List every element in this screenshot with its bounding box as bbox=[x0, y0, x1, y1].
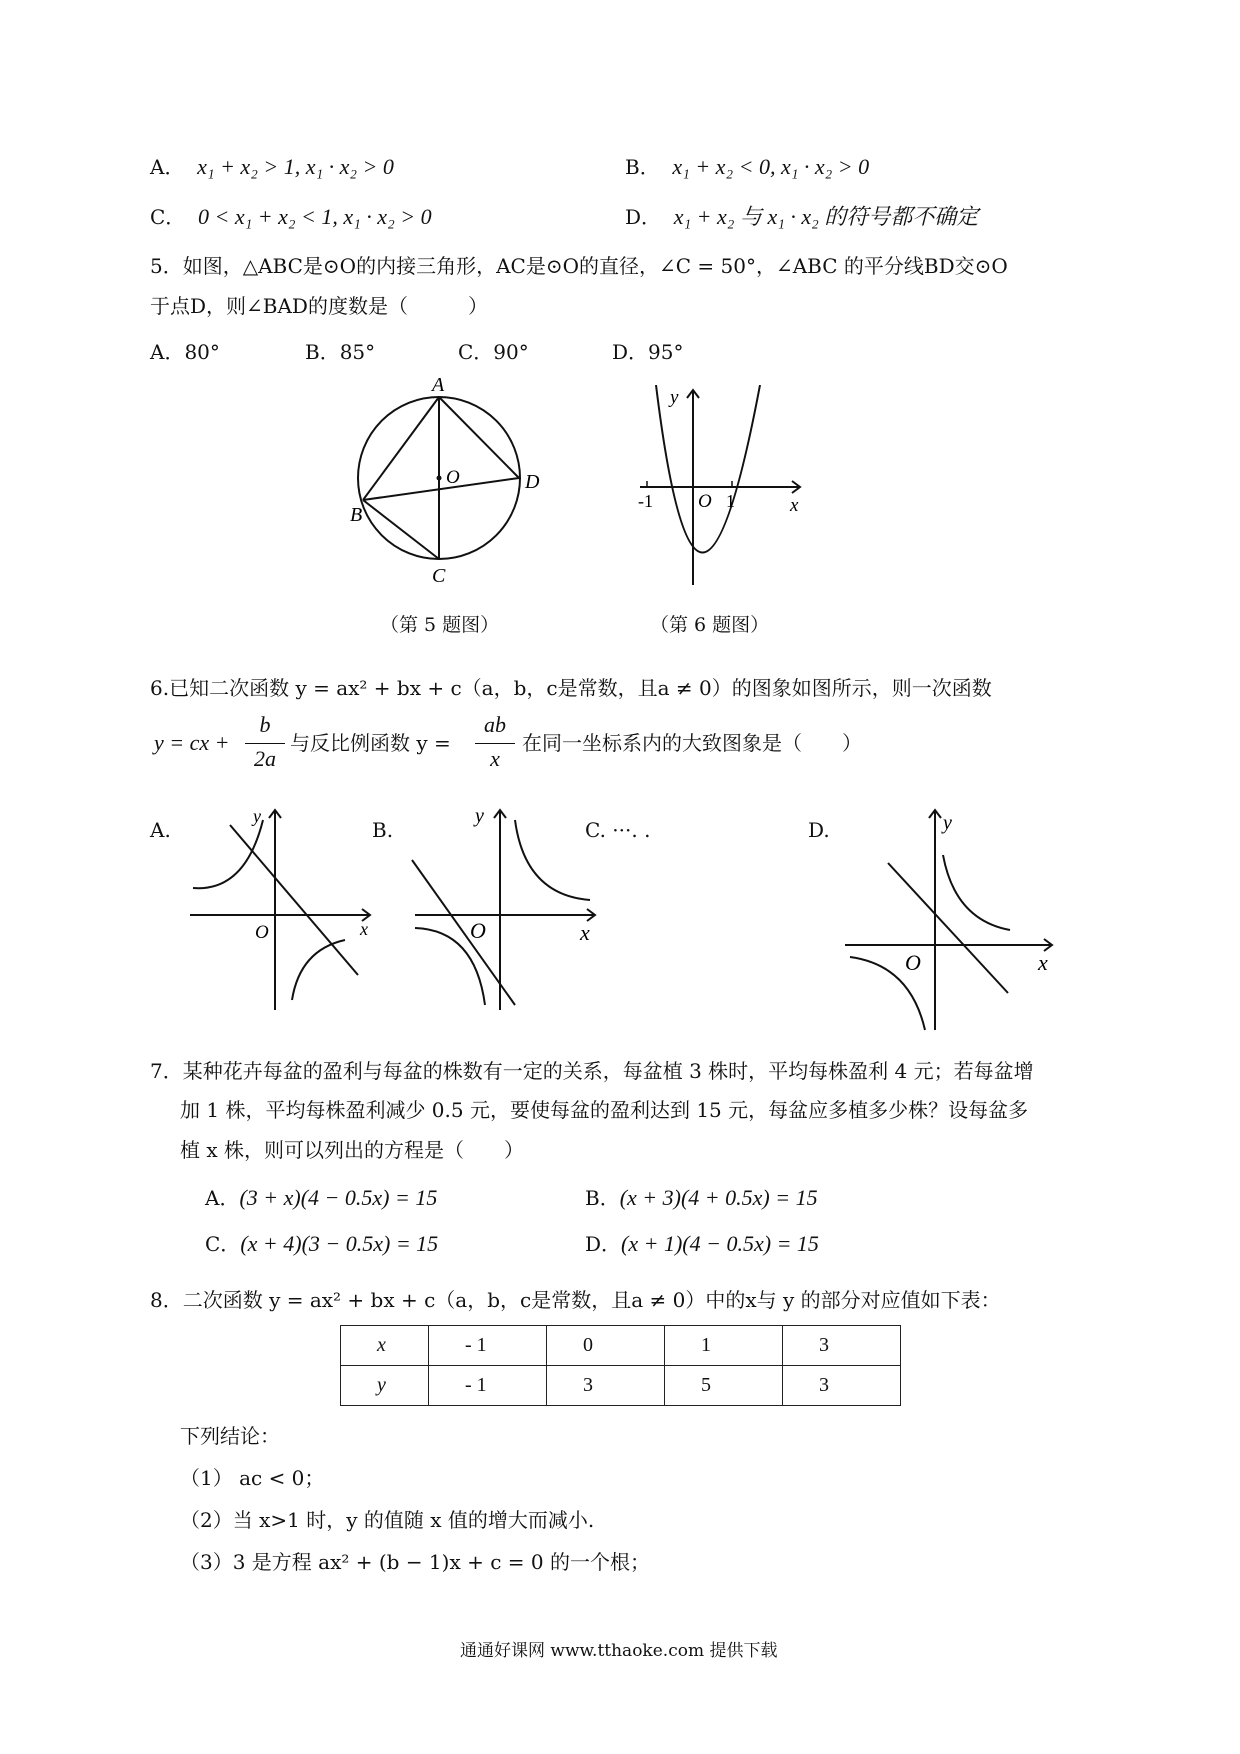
q4-option-c: C． 0 < x₁ + x₂ < 1, x₁ · x₂ > 0 bbox=[150, 204, 432, 229]
q6-option-d-graph bbox=[840, 805, 1060, 1035]
q7-stem-line2: 加 1 株，平均每株盈利减少 0.5 元，要使每盆的盈利达到 15 元，每盆应多植多少株？设每盆多 bbox=[180, 1098, 1029, 1122]
table-cell: 1 bbox=[665, 1326, 783, 1366]
q6-option-b-graph bbox=[410, 800, 610, 1015]
q6-figure-caption: （第 6 题图） bbox=[650, 614, 770, 636]
table-cell: 0 bbox=[547, 1326, 665, 1366]
q6-option-c-label: C. ···. . bbox=[585, 818, 651, 842]
table-cell: 3 bbox=[783, 1326, 901, 1366]
segment-bd bbox=[363, 478, 519, 500]
fraction-bar-1 bbox=[245, 743, 285, 744]
table-cell: - 1 bbox=[429, 1366, 547, 1406]
q8-conclusion-1: （1） ac < 0； bbox=[180, 1466, 325, 1490]
page-footer: 通通好课网 www.tthaoke.com 提供下载 bbox=[460, 1641, 778, 1661]
q6-option-a-label: A. bbox=[150, 818, 171, 842]
q7-option-d: D．(x + 1)(4 − 0.5x) = 15 bbox=[585, 1231, 819, 1256]
q8-value-table bbox=[340, 1325, 901, 1406]
label-a: A bbox=[432, 375, 445, 396]
fraction-ab-den: x bbox=[490, 746, 500, 771]
label-x: x bbox=[790, 495, 799, 516]
q4-option-b: B． x₁ + x₂ < 0, x₁ · x₂ > 0 bbox=[625, 154, 870, 179]
label-c: C bbox=[432, 565, 446, 585]
table-row bbox=[341, 1366, 901, 1406]
segment-ad bbox=[439, 397, 519, 478]
q6-parabola-figure bbox=[630, 385, 810, 590]
label-origin: O bbox=[698, 491, 712, 512]
fraction-b-den: 2a bbox=[254, 746, 276, 771]
segment-ab bbox=[363, 397, 439, 500]
line-graph bbox=[230, 825, 358, 975]
reciprocal-function-prefix: 与反比例函数 y = bbox=[290, 731, 451, 755]
label-origin: O bbox=[905, 950, 921, 975]
label-o: O bbox=[446, 467, 460, 488]
q7-stem-line1: 7．某种花卉每盆的盈利与每盆的株数有一定的关系，每盆植 3 株时，平均每株盈利 4 元；若每盆增 bbox=[150, 1059, 1034, 1083]
q5-option-d: D．95° bbox=[612, 340, 684, 364]
q8-stem-line1: 8．二次函数 y = ax² + bx + c（a，b，c是常数，且a ≠ 0）中的x与 y 的部分对应值如下表： bbox=[150, 1288, 1001, 1312]
q4-option-a: A． x₁ + x₂ > 1, x₁ · x₂ > 0 bbox=[150, 154, 394, 179]
label-y: y bbox=[943, 812, 952, 834]
q6-option-d-label: D. bbox=[808, 818, 830, 842]
table-cell: 5 bbox=[665, 1366, 783, 1406]
label-b: B bbox=[350, 504, 363, 526]
q7-option-a: A．(3 + x)(4 − 0.5x) = 15 bbox=[205, 1185, 438, 1210]
label-origin: O bbox=[255, 922, 269, 943]
table-cell: 3 bbox=[547, 1366, 665, 1406]
q5-option-b: B．85° bbox=[305, 340, 376, 364]
table-row bbox=[341, 1326, 901, 1366]
label-y: y bbox=[475, 805, 484, 827]
q7-option-c: C．(x + 4)(3 − 0.5x) = 15 bbox=[205, 1231, 439, 1256]
center-point bbox=[437, 476, 442, 481]
q6-stem-suffix: 在同一坐标系内的大致图象是（ ） bbox=[522, 731, 862, 755]
table-cell: - 1 bbox=[429, 1326, 547, 1366]
hyperbola-branch-upper-right bbox=[515, 820, 590, 900]
label-x: x bbox=[1038, 950, 1048, 975]
q5-option-c: C．90° bbox=[458, 340, 529, 364]
q5-option-a: A．80° bbox=[150, 340, 220, 364]
label-x: x bbox=[580, 920, 590, 945]
q6-stem-line1: 6.已知二次函数 y = ax² + bx + c（a，b，c是常数，且a ≠ 0）的图象如图所示，则一次函数 bbox=[150, 676, 992, 700]
hyperbola-branch-upper-right bbox=[943, 855, 1010, 930]
linear-function-prefix: y = cx + bbox=[154, 730, 230, 755]
fraction-b-num: b bbox=[259, 712, 271, 737]
q8-conclusions-title: 下列结论： bbox=[180, 1424, 280, 1448]
q5-stem-line2: 于点D，则∠BAD的度数是（ ） bbox=[150, 294, 488, 318]
label-d: D bbox=[525, 471, 540, 493]
label-y: y bbox=[670, 387, 679, 408]
hyperbola-branch-upper-left bbox=[193, 820, 263, 888]
label-one: 1 bbox=[726, 491, 735, 511]
table-cell: 3 bbox=[783, 1366, 901, 1406]
fraction-ab-num: ab bbox=[484, 712, 506, 737]
q6-option-b-label: B. bbox=[372, 818, 394, 842]
label-neg1: -1 bbox=[638, 491, 653, 511]
label-y: y bbox=[253, 806, 261, 826]
label-origin: O bbox=[470, 918, 486, 943]
q6-option-a-graph bbox=[185, 800, 385, 1015]
table-cell: y bbox=[341, 1366, 429, 1406]
q7-stem-line3: 植 x 株，则可以列出的方程是（ ） bbox=[180, 1138, 524, 1162]
q5-stem-line1: 5．如图，△ABC是⊙O的内接三角形，AC是⊙O的直径，∠C = 50°，∠ABC 的平分线BD交⊙O bbox=[150, 254, 1008, 278]
q8-conclusion-2: （2）当 x>1 时，y 的值随 x 值的增大而减小. bbox=[180, 1508, 595, 1532]
q5-figure-caption: （第 5 题图） bbox=[380, 614, 500, 636]
q4-option-d: D． x₁ + x₂ 与 x₁ · x₂ 的符号都不确定 bbox=[625, 204, 979, 229]
q5-circle-figure bbox=[350, 375, 550, 585]
q7-option-b: B．(x + 3)(4 + 0.5x) = 15 bbox=[585, 1185, 818, 1210]
label-x: x bbox=[360, 919, 368, 939]
table-cell: x bbox=[341, 1326, 429, 1366]
fraction-bar-2 bbox=[475, 743, 515, 744]
parabola-curve bbox=[656, 385, 760, 553]
q8-conclusion-3: （3）3 是方程 ax² + (b − 1)x + c = 0 的一个根； bbox=[180, 1550, 650, 1574]
